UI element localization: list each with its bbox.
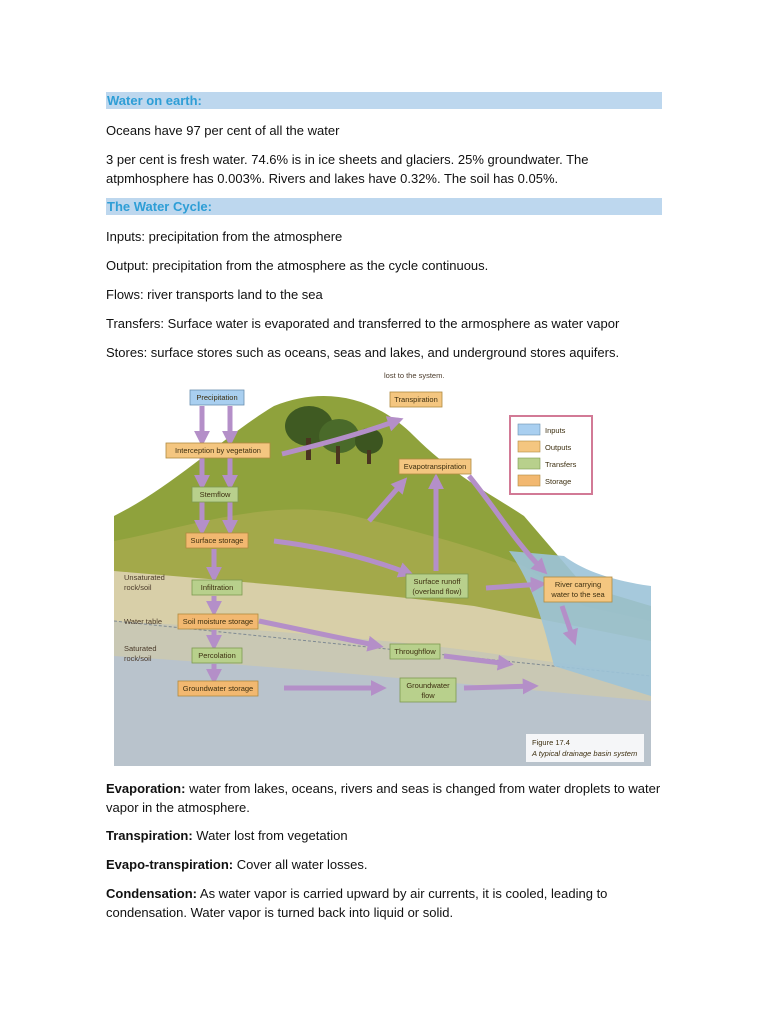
legend-label-transfers: Transfers	[545, 460, 577, 469]
text-evapotranspiration: Cover all water losses.	[233, 857, 368, 872]
box-surface-runoff	[406, 574, 468, 598]
box-river	[544, 577, 612, 602]
tree-3-trunk	[367, 450, 371, 464]
label-evapotranspiration: Evapotranspiration	[403, 462, 467, 471]
box-stemflow	[192, 487, 238, 502]
box-surface-storage	[186, 533, 248, 548]
side-label-unsaturated-2: rock/soil	[124, 583, 152, 592]
text-transpiration: Water lost from vegetation	[192, 828, 348, 843]
paragraph-oceans: Oceans have 97 per cent of all the water	[106, 123, 340, 138]
label-groundwater-flow-2: flow	[421, 691, 435, 700]
term-evaporation: Evaporation:	[106, 781, 186, 796]
label-precipitation: Precipitation	[196, 393, 238, 402]
label-river-2: water to the sea	[551, 590, 605, 599]
box-transpiration	[390, 392, 442, 407]
heading-water-on-earth: Water on earth:	[106, 92, 662, 109]
paragraph-stores: Stores: surface stores such as oceans, seas and lakes, and underground stores aquifers.	[106, 345, 620, 360]
legend	[510, 416, 592, 494]
box-interception	[166, 443, 270, 458]
term-transpiration: Transpiration:	[106, 828, 193, 843]
label-surface-runoff-2: (overland flow)	[412, 587, 462, 596]
label-surface-storage: Surface storage	[190, 536, 244, 545]
caption-title: Figure 17.4	[532, 738, 570, 747]
definition-condensation	[106, 884, 666, 922]
side-label-saturated-1: Saturated	[124, 644, 157, 653]
label-infiltration: Infiltration	[200, 583, 234, 592]
paragraph-fresh-water: 3 per cent is fresh water. 74.6% is in ice sheets and glaciers. 25% groundwater. The atpmhosphere has 0.003%. Rivers and lakes have 0.32%. The soil has 0.05%.	[106, 152, 589, 186]
side-label-saturated-2: rock/soil	[124, 654, 152, 663]
term-evapotranspiration: Evapo-transpiration:	[106, 857, 234, 872]
box-precipitation	[190, 390, 244, 405]
legend-label-outputs: Outputs	[545, 443, 572, 452]
drainage-basin-figure	[114, 366, 651, 766]
term-condensation: Condensation:	[106, 886, 197, 901]
label-percolation: Percolation	[198, 651, 236, 660]
paragraph-flows: Flows: river transports land to the sea	[106, 287, 323, 302]
caption-text: A typical drainage basin system	[532, 749, 638, 758]
legend-label-inputs: Inputs	[545, 426, 566, 435]
text-condensation: As water vapor is carried upward by air currents, it is cooled, leading to condensation. Water vapor is turned back into liquid or solid.	[106, 886, 608, 920]
side-label-water-table: Water table	[124, 617, 163, 626]
definition-evapotranspiration	[106, 855, 666, 874]
box-groundwater-storage	[178, 681, 258, 696]
label-groundwater-storage: Groundwater storage	[182, 684, 254, 693]
label-river-1: River carrying	[554, 580, 602, 589]
paragraph-inputs: Inputs: precipitation from the atmosphere	[106, 229, 343, 244]
paragraph-output: Output: precipitation from the atmosphere as the cycle continuous.	[106, 258, 489, 273]
legend-swatch-transfers	[518, 458, 540, 469]
label-interception: Interception by vegetation	[175, 446, 261, 455]
label-groundwater-flow-1: Groundwater	[406, 681, 450, 690]
side-label-unsaturated-1: Unsaturated	[124, 573, 165, 582]
box-evapotranspiration	[399, 459, 471, 474]
label-stemflow: Stemflow	[199, 490, 231, 499]
figure-top-fragment: lost to the system.	[384, 371, 445, 380]
definition-evaporation	[106, 779, 666, 817]
figure-caption	[526, 734, 644, 762]
box-throughflow	[390, 644, 440, 659]
label-surface-runoff-1: Surface runoff	[413, 577, 461, 586]
box-infiltration	[192, 580, 242, 595]
drainage-basin-diagram	[114, 366, 651, 766]
label-soil-moisture: Soil moisture storage	[182, 617, 254, 626]
legend-swatch-storage	[518, 475, 540, 486]
text-evaporation: water from lakes, oceans, rivers and seas is changed from water droplets to water vapor in the atmosphere.	[106, 781, 661, 815]
label-transpiration: Transpiration	[394, 395, 438, 404]
definition-transpiration	[106, 826, 666, 845]
legend-swatch-inputs	[518, 424, 540, 435]
tree-2-trunk	[336, 446, 340, 464]
legend-swatch-outputs	[518, 441, 540, 452]
arrow-groundwater-river	[464, 686, 534, 688]
paragraph-transfers: Transfers: Surface water is evaporated and transferred to the armosphere as water vapor	[106, 316, 620, 331]
label-throughflow: Throughflow	[394, 647, 436, 656]
box-soil-moisture	[178, 614, 258, 629]
heading-water-cycle: The Water Cycle:	[106, 198, 662, 215]
box-groundwater-flow	[400, 678, 456, 702]
box-percolation	[192, 648, 242, 663]
legend-label-storage: Storage	[545, 477, 572, 486]
